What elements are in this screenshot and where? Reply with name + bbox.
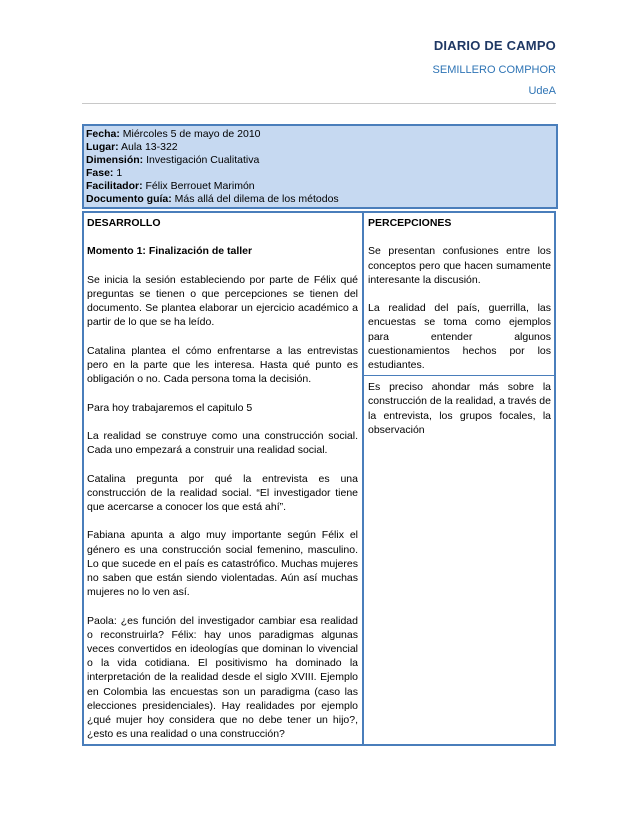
document-organization: UdeA (528, 85, 556, 97)
percepciones-paragraph: La realidad del país, guerrilla, las encuestas se toma como ejemplos para entender algunos cuestionamientos hechos por los estudiantes. (368, 302, 551, 371)
desarrollo-heading: DESARROLLO (87, 217, 161, 229)
desarrollo-paragraph: La realidad se construye como una construcción social. Cada uno empezará a construir una realidad social. (87, 429, 358, 457)
meta-value: 1 (113, 167, 123, 179)
meta-row-facilitador (86, 180, 556, 193)
percepciones-paragraph: Se presentan confusiones entre los conceptos pero que hacen sumamente interesante la discusión. (368, 245, 551, 286)
meta-label: Dimensión: (86, 154, 144, 166)
meta-label: Facilitador: (86, 180, 143, 192)
meta-row-lugar (86, 141, 556, 154)
meta-row-fecha (86, 128, 556, 141)
desarrollo-paragraph: Para hoy trabajaremos el capitulo 5 (87, 401, 253, 414)
meta-row-documento (86, 193, 556, 206)
document-title: DIARIO DE CAMPO (433, 38, 556, 53)
meta-value: Félix Berrouet Marimón (142, 180, 255, 192)
desarrollo-paragraph: Se inicia la sesión estableciendo por parte de Félix qué preguntas se tienen o que percepciones se tienen del documento. Se plantea elaborar un ejercicio académico a partir de lo que se ha leído. (87, 273, 358, 329)
meta-label: Fecha: (86, 128, 120, 140)
percepciones-paragraph: Es preciso ahondar más sobre la construcción de la realidad, a través de la entrevista, los grupos focales, la observación (368, 381, 551, 436)
meta-label: Documento guía: (86, 193, 172, 205)
desarrollo-paragraph: Paola: ¿es función del investigador cambiar esa realidad o reconstruirla? Félix: hay unos paradigmas algunas veces convertidos en ideologías que dominan lo vivencial o la vida cotidiana. El positivismo ha dominado la interpretación de la realidad desde el siglo XVIII. Ejemplo en Colombia las encuestas son un paradigma (caso las elecciones presidenciales). Hay realidades por ejemplo ¿qué mujer hoy considera que no debe tener un hijo?, ¿esto es una realidad o una construcción? (87, 614, 358, 741)
moment-heading: Momento 1: Finalización de taller (87, 245, 253, 258)
meta-value: Aula 13-322 (118, 141, 178, 153)
desarrollo-paragraph: Catalina pregunta por qué la entrevista es una construcción de la realidad social. “El investigador tiene que acercarse a conocer los que está ahí”. (87, 472, 358, 513)
meta-label: Lugar: (86, 141, 119, 153)
percepciones-divider (364, 375, 554, 376)
meta-row-fase (86, 167, 556, 180)
document-subtitle: SEMILLERO COMPHOR (432, 64, 556, 76)
desarrollo-column (84, 213, 364, 744)
session-info-box (82, 124, 558, 209)
percepciones-column (364, 213, 554, 744)
percepciones-heading: PERCEPCIONES (368, 217, 452, 229)
meta-row-dimension (86, 154, 556, 167)
meta-value: Investigación Cualitativa (143, 154, 260, 166)
journal-table (82, 211, 556, 746)
desarrollo-paragraph: Fabiana apunta a algo muy importante según Félix el género es una construcción social femenino, masculino. Lo que sucede en el país es catastrófico. Muchas mujeres no saben que están siendo violentadas. Aún así muchas mujeres no lo ven así. (87, 529, 358, 599)
header-divider (82, 103, 556, 104)
meta-value: Miércoles 5 de mayo de 2010 (119, 128, 261, 140)
meta-label: Fase: (86, 167, 114, 179)
document-header (433, 38, 556, 97)
meta-value: Más allá del dilema de los métodos (171, 193, 339, 205)
desarrollo-paragraph: Catalina plantea el cómo enfrentarse a las entrevistas pero en la parte que les interesa. Hasta qué punto es obligación o no. Cada persona toma la decisión. (87, 344, 358, 386)
